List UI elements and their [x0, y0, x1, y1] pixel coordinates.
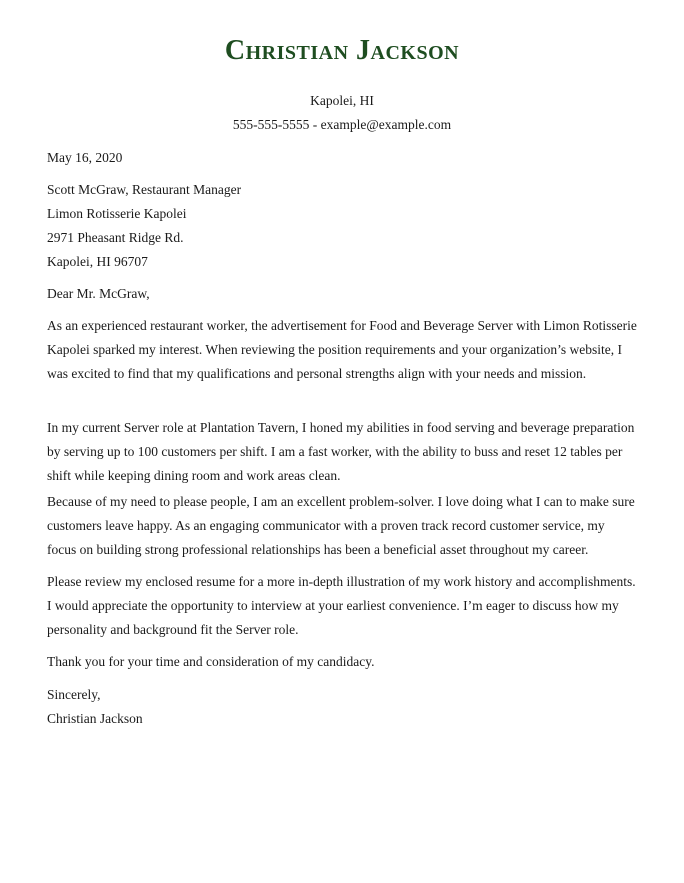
signature-name: Christian Jackson [47, 711, 143, 726]
salutation [47, 282, 637, 306]
paragraph-text: Because of my need to please people, I am an excellent problem-solver. I love doing what I can to make sure customers leave happy. As an engaging communicator with a proven track record customer service, my focus on building strong professional relationships has been a beneficial asset throughout my career. [47, 494, 635, 557]
applicant-city: Kapolei, HI [310, 93, 374, 108]
applicant-name-heading: Christian Jackson [224, 35, 460, 66]
paragraph-text: Thank you for your time and consideration of my candidacy. [47, 654, 375, 669]
recipient-street: 2971 Pheasant Ridge Rd. [47, 230, 184, 245]
date-text: May 16, 2020 [47, 150, 123, 165]
recipient-address [47, 178, 637, 274]
body-paragraph-3 [47, 490, 637, 562]
body-paragraph-5 [47, 650, 637, 674]
valediction: Sincerely, [47, 687, 101, 702]
body-paragraph-2 [47, 416, 637, 488]
salutation-text: Dear Mr. McGraw, [47, 286, 150, 301]
paragraph-text: As an experienced restaurant worker, the advertisement for Food and Beverage Server with Limon Rotisserie Kapolei sparked my interest. When reviewing the position requirements and your organization’s website, I was excited to find that my qualifications and personal strengths align with your needs and mission. [47, 318, 637, 381]
recipient-company: Limon Rotisserie Kapolei [47, 206, 187, 221]
recipient-city-zip: Kapolei, HI 96707 [47, 254, 148, 269]
applicant-contact-line: 555-555-5555 - example@example.com [232, 117, 452, 132]
recipient-name-title: Scott McGraw, Restaurant Manager [47, 182, 242, 197]
letter-date [47, 146, 637, 170]
body-paragraph-4 [47, 570, 637, 642]
paragraph-text: Please review my enclosed resume for a more in-depth illustration of my work history and accomplishments. I would appreciate the opportunity to interview at your earliest convenience. I’m eager to discuss how my personality and background fit the Server role. [47, 574, 636, 637]
body-paragraph-1 [47, 314, 637, 386]
closing [47, 683, 637, 731]
paragraph-text: In my current Server role at Plantation Tavern, I honed my abilities in food serving and beverage preparation by serving up to 100 customers per shift. I am a fast worker, with the ability to buss and reset 12 tables per shift while keeping dining room and work areas clean. [47, 420, 635, 483]
